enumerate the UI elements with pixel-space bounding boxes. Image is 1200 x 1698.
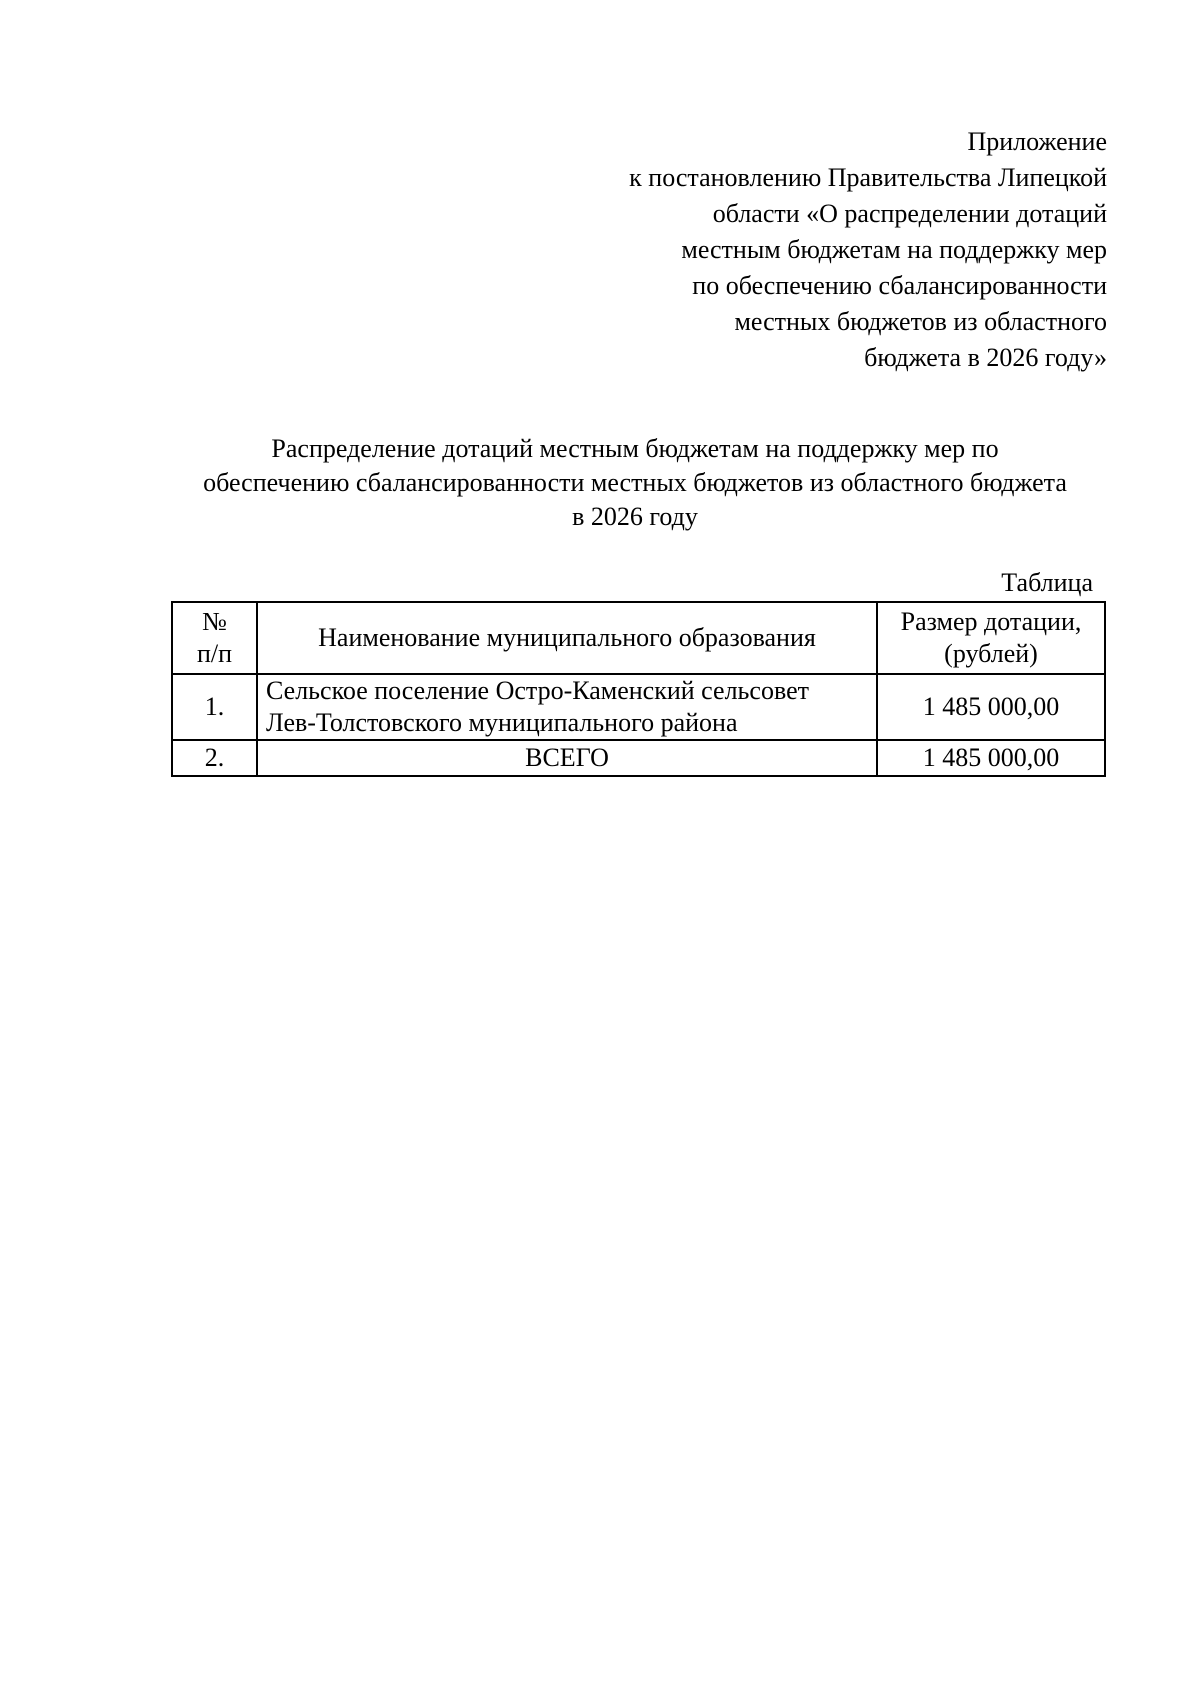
row-name-cell [257,674,877,740]
appendix-line: бюджета в 2026 году» [864,343,1107,372]
appendix-line: Приложение [967,127,1107,156]
appendix-block [507,124,1107,376]
subsidy-table [171,601,1106,777]
title-line: в 2026 году [572,502,698,531]
header-amount-line2: (рублей) [944,639,1038,668]
row-name-cell: ВСЕГО [257,740,877,776]
document-title [120,432,1150,534]
row-amount-cell: 1 485 000,00 [877,740,1105,776]
row-name-line2: Лев-Толстовского муниципального района [266,708,738,737]
header-num-cell [172,602,257,674]
table-row-total [172,740,1105,776]
appendix-line: к постановлению Правительства Липецкой [629,163,1107,192]
appendix-line: по обеспечению сбалансированности [692,271,1107,300]
title-line: Распределение дотаций местным бюджетам на поддержку мер по [271,434,999,463]
title-line: обеспечению сбалансированности местных бюджетов из областного бюджета [203,468,1067,497]
table-row [172,674,1105,740]
row-amount-cell: 1 485 000,00 [877,674,1105,740]
appendix-line: местных бюджетов из областного [734,307,1107,336]
header-amount-line1: Размер дотации, [900,607,1082,636]
header-num-line2: п/п [196,639,233,668]
header-name-cell [257,602,877,674]
appendix-line: местным бюджетам на поддержку мер [681,235,1107,264]
table-caption: Таблица [1001,568,1093,597]
table-header-row [172,602,1105,674]
header-num-line1: № [202,607,227,636]
row-num-cell: 1. [172,674,257,740]
row-num-cell: 2. [172,740,257,776]
row-name-line1: Сельское поселение Остро-Каменский сельсовет [266,676,809,705]
appendix-line: области «О распределении дотаций [712,199,1107,228]
header-name: Наименование муниципального образования [318,623,816,652]
header-amount-cell [877,602,1105,674]
